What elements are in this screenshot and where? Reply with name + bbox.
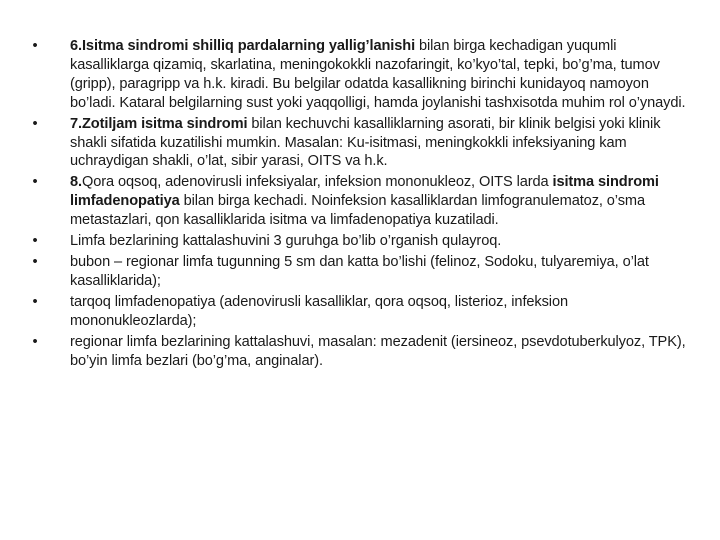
bullet-list	[28, 37, 690, 370]
list-item	[28, 173, 690, 230]
bullet-icon: •	[32, 233, 38, 250]
item-text: regionar limfa bezlarining kattalashuvi, masalan: mezadenit (iersineoz, psevdotuberkulyoz, TPK), bo’yin limfa bezlari (bo’g’ma, anginalar).	[70, 333, 686, 369]
item-text: bilan birga kechadi. Noinfeksion kasalliklardan limfogranulematoz, o’sma metastazlari, qon kasalliklarida isitma va limfadenopatiya kuzatiladi.	[70, 193, 645, 229]
list-item	[28, 37, 690, 113]
item-heading: 8.	[70, 174, 82, 191]
bullet-icon: •	[32, 115, 38, 132]
list-item	[28, 115, 690, 172]
item-text: bilan kechuvchi kasalliklarning asorati, bir klinik belgisi yoki klinik shakli sifatida kuzatilishi mumkin. Masalan: Ku-isitmasi, meningkokkli infeksiyaning kam uchraydigan shakli, o’lat, sibir yarasi, OITS va h.k.	[70, 115, 661, 170]
item-emphasis: isitma sindromi limfadenopatiya	[70, 174, 659, 210]
bullet-icon: •	[32, 38, 38, 54]
item-text: Limfa bezlarining kattalashuvini 3 guruhga bo’lib o’rganish qulayroq.	[70, 233, 502, 250]
list-item	[28, 253, 690, 291]
item-heading: 6.Isitma sindromi shilliq pardalarning yallig’lanishi	[70, 38, 416, 54]
bullet-icon: •	[32, 253, 38, 270]
bullet-icon: •	[32, 293, 38, 310]
list-item	[28, 232, 690, 251]
list-item	[28, 333, 690, 371]
bullet-icon: •	[32, 333, 38, 350]
list-item	[28, 293, 690, 331]
item-heading: 7.Zotiljam isitma sindromi	[70, 115, 248, 132]
bullet-icon: •	[32, 174, 38, 191]
item-text: bilan birga kechadigan yuqumli kasalliklarga qizamiq, skarlatina, meningokokkli nazofaringit, ko’kyo’tal, tepki, bo’g’ma, tumov (gripp), paragripp va h.k. kiradi. Bu belgilar odatda kasallikning birinchi kunidayoq namoyon bo’ladi. Kataral belgilarning sust yoki yaqqolligi, hamda joylanishi tashxisotda muhim rol o’ynaydi.	[70, 38, 686, 111]
item-text: tarqoq limfadenopatiya (adenovirusli kasalliklar, qora oqsoq, listerioz, infeksion mononukleozlarda);	[70, 293, 568, 329]
item-text: Qora oqsoq, adenovirusli infeksiyalar, infeksion mononukleoz, OITS larda	[81, 174, 553, 191]
item-text: bubon – regionar limfa tugunning 5 sm dan katta bo’lishi (felinoz, Sodoku, tulyaremiya, o’lat kasalliklarida);	[70, 253, 649, 289]
